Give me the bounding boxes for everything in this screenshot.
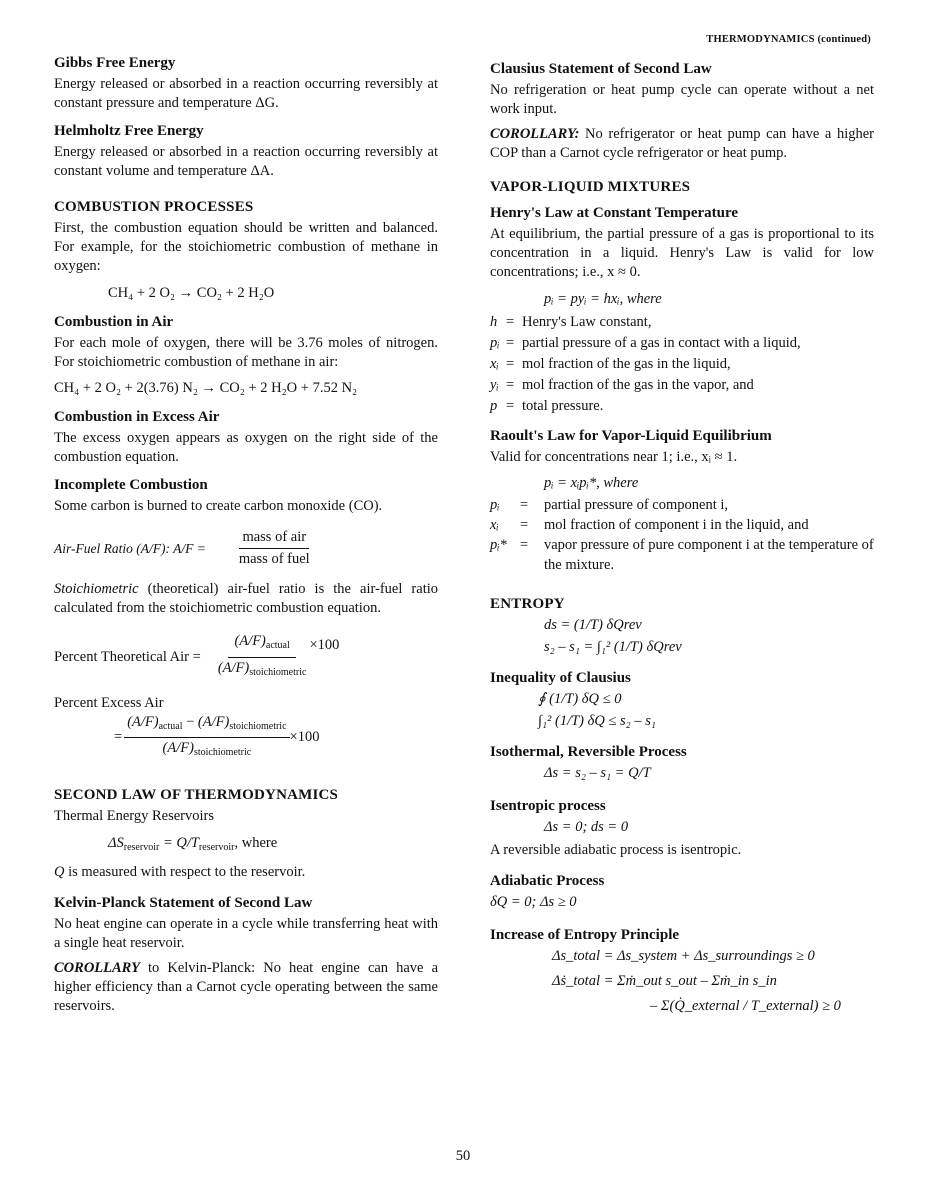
adiabatic-eq: δQ = 0; Δs ≥ 0	[490, 894, 577, 910]
definition-equals: =	[506, 356, 515, 372]
definition-symbol: p	[490, 398, 498, 414]
pta-formula	[54, 632, 438, 682]
raoult-definitions	[490, 495, 874, 575]
afr-fraction	[236, 528, 313, 569]
clausius-title: Clausius Statement of Second Law	[490, 61, 712, 77]
definition-text: mol fraction of the gas in the liquid,	[522, 356, 731, 372]
definition-equals: =	[506, 398, 515, 414]
gibbs-title: Gibbs Free Energy	[54, 55, 176, 71]
air-text: For each mole of oxygen, there will be 3.76 moles of nitrogen. For stoichiometric combustion of methane in air:	[54, 335, 438, 370]
isentropic-title: Isentropic process	[490, 798, 606, 814]
pea-formula	[114, 713, 438, 762]
pta-den-sub: stoichiometric	[249, 667, 307, 678]
pea-minus: −	[182, 714, 198, 730]
isentropic-text: A reversible adiabatic process is isentropic.	[490, 842, 742, 858]
pta-label: Percent Theoretical Air =	[54, 648, 201, 665]
pta-den: (A/F)	[217, 660, 250, 676]
definition-equals: =	[506, 314, 515, 330]
definition-equals: =	[506, 377, 515, 393]
raoult-title: Raoult's Law for Vapor-Liquid Equilibrium	[490, 428, 772, 444]
reservoir-equation: $\Delta S_{reservoir} = Q/T_{reservoir}$, where	[108, 835, 278, 853]
pea-num-b: (A/F)	[197, 714, 230, 730]
definition-row	[490, 515, 874, 535]
pea-den: (A/F)	[162, 740, 194, 756]
definition-text: partial pressure of component i,	[544, 497, 729, 513]
afr-formula	[54, 528, 438, 569]
vle-title: VAPOR-LIQUID MIXTURES	[490, 179, 691, 195]
pea-eq-sign: =	[114, 729, 123, 745]
henry-text: At equilibrium, the partial pressure of a gas is proportional to its concentration in a liquid. Henry's Law is valid for low concentrations; i.e., x ≈ 0.	[490, 226, 874, 280]
combustion-title: COMBUSTION PROCESSES	[54, 199, 254, 215]
reservoir-note: Q is measured with respect to the reservoir.	[54, 864, 306, 880]
pea-num-a: (A/F)	[127, 714, 159, 730]
definition-symbol: pᵢ	[490, 335, 500, 351]
pea-fraction	[124, 713, 289, 762]
pea-label: Percent Excess Air	[54, 695, 164, 711]
definition-text: mol fraction of component i in the liquid, and	[544, 517, 809, 533]
reservoirs-text: Thermal Energy Reservoirs	[54, 808, 214, 824]
increase-entropy-eq1: Δs_total = Δs_system + Δs_surroundings ≥ 0	[552, 948, 815, 964]
clausius-text: No refrigeration or heat pump cycle can operate without a net work input.	[490, 82, 874, 117]
clausius-inequality-title: Inequality of Clausius	[490, 670, 631, 686]
definition-row	[490, 535, 874, 575]
definition-text: vapor pressure of pure component i at the temperature of the mixture.	[544, 537, 874, 573]
definition-symbol: pᵢ	[490, 497, 500, 513]
entropy-eq2: s₂ – s₁ = ∫₁² (1/T) δQrev	[544, 639, 682, 655]
combustion-equation: CH₄ + 2 O₂ → CO₂ + 2 H₂O	[108, 285, 275, 301]
definition-symbol: yᵢ	[490, 377, 499, 393]
henry-equation: pᵢ = pyᵢ = hxᵢ, where	[544, 291, 662, 307]
definition-text: partial pressure of a gas in contact with a liquid,	[522, 335, 801, 351]
definition-symbol: xᵢ	[490, 356, 499, 372]
left-column	[54, 50, 438, 1016]
definition-row	[490, 312, 874, 333]
air-title: Combustion in Air	[54, 314, 174, 330]
kelvin-planck-corollary: COROLLARY to Kelvin-Planck: No heat engine can have a higher efficiency than a Carnot cycle operating between the same reservoirs.	[54, 960, 438, 1014]
raoult-equation: pᵢ = xᵢpᵢ*, where	[544, 475, 639, 491]
stoich-text: (theoretical) air-fuel ratio is the air-fuel ratio calculated from the stoichiometric combustion equation.	[54, 581, 438, 616]
entropy-title: ENTROPY	[490, 596, 565, 612]
definition-equals: =	[520, 537, 529, 553]
definition-text: total pressure.	[522, 398, 604, 414]
clausius-inequality-eq1: ∮ (1/T) δQ ≤ 0	[538, 691, 622, 707]
helmholtz-text: Energy released or absorbed in a reaction occurring reversibly at constant volume and temperature ΔA.	[54, 144, 438, 179]
right-column	[490, 50, 874, 1016]
clausius-inequality-eq2: ∫₁² (1/T) δQ ≤ s₂ – s₁	[538, 713, 656, 729]
henry-definitions	[490, 312, 874, 417]
increase-entropy-eq2: Δṡ_total = Σṁ_out s_out – Σṁ_in s_in	[552, 973, 777, 989]
gibbs-text: Energy released or absorbed in a reaction occurring reversibly at constant pressure and temperature ΔG.	[54, 76, 438, 111]
pea-num-b-sub: stoichiometric	[229, 721, 287, 732]
stoich-paragraph	[54, 580, 438, 618]
definition-equals: =	[506, 335, 515, 351]
excess-text: The excess oxygen appears as oxygen on the right side of the combustion equation.	[54, 430, 438, 465]
combustion-text: First, the combustion equation should be written and balanced. For example, for the stoichiometric combustion of methane in oxygen:	[54, 220, 438, 274]
definition-equals: =	[520, 517, 529, 533]
isothermal-title: Isothermal, Reversible Process	[490, 744, 687, 760]
definition-symbol: h	[490, 314, 498, 330]
air-equation: CH₄ + 2 O₂ + 2(3.76) N₂ → CO₂ + 2 H₂O + 7.52 N₂	[54, 380, 358, 396]
incomplete-text: Some carbon is burned to create carbon monoxide (CO).	[54, 498, 383, 514]
pta-times: ×100	[309, 637, 340, 653]
afr-denominator: mass of fuel	[238, 551, 310, 567]
definition-row	[490, 375, 874, 396]
second-law-title: SECOND LAW OF THERMODYNAMICS	[54, 787, 339, 803]
pta-num: (A/F)	[234, 633, 266, 649]
definition-row	[490, 354, 874, 375]
pea-times: ×100	[289, 729, 320, 745]
incomplete-title: Incomplete Combustion	[54, 477, 208, 493]
pta-num-sub: actual	[265, 640, 290, 651]
clausius-corollary: COROLLARY: No refrigerator or heat pump can have a higher COP than a Carnot cycle refrigerator or heat pump.	[490, 126, 874, 161]
excess-title: Combustion in Excess Air	[54, 409, 220, 425]
definition-row	[490, 333, 874, 354]
stoich-lead: Stoichiometric	[54, 581, 139, 597]
isothermal-eq: Δs = s₂ – s₁ = Q/T	[544, 765, 651, 781]
definition-row	[490, 396, 874, 417]
kelvin-planck-title: Kelvin-Planck Statement of Second Law	[54, 895, 313, 911]
page-number: 50	[455, 1148, 471, 1164]
definition-equals: =	[520, 497, 529, 513]
pea-den-sub: stoichiometric	[193, 747, 252, 758]
increase-entropy-eq3: – Σ(Q̇_external / T_external) ≥ 0	[650, 998, 841, 1014]
kelvin-planck-text: No heat engine can operate in a cycle while transferring heat with a single heat reservoir.	[54, 916, 438, 951]
definition-text: mol fraction of the gas in the vapor, and	[522, 377, 754, 393]
afr-label: Air-Fuel Ratio (A/F): A/F =	[54, 541, 206, 556]
pta-fraction	[215, 632, 310, 682]
definition-symbol: pᵢ*	[490, 537, 507, 553]
adiabatic-title: Adiabatic Process	[490, 873, 605, 889]
pea-num-a-sub: actual	[158, 721, 183, 732]
helmholtz-title: Helmholtz Free Energy	[54, 123, 204, 139]
henry-title: Henry's Law at Constant Temperature	[490, 205, 739, 221]
running-header: THERMODYNAMICS (continued)	[706, 34, 871, 45]
raoult-text: Valid for concentrations near 1; i.e., xᵢ ≈ 1.	[490, 449, 738, 465]
increase-entropy-title: Increase of Entropy Principle	[490, 927, 680, 943]
isentropic-eq: Δs = 0; ds = 0	[544, 819, 629, 835]
definition-row	[490, 495, 874, 515]
afr-numerator: mass of air	[239, 528, 309, 549]
definition-text: Henry's Law constant,	[522, 314, 652, 330]
entropy-eq1: ds = (1/T) δQrev	[544, 617, 642, 633]
definition-symbol: xᵢ	[490, 517, 499, 533]
